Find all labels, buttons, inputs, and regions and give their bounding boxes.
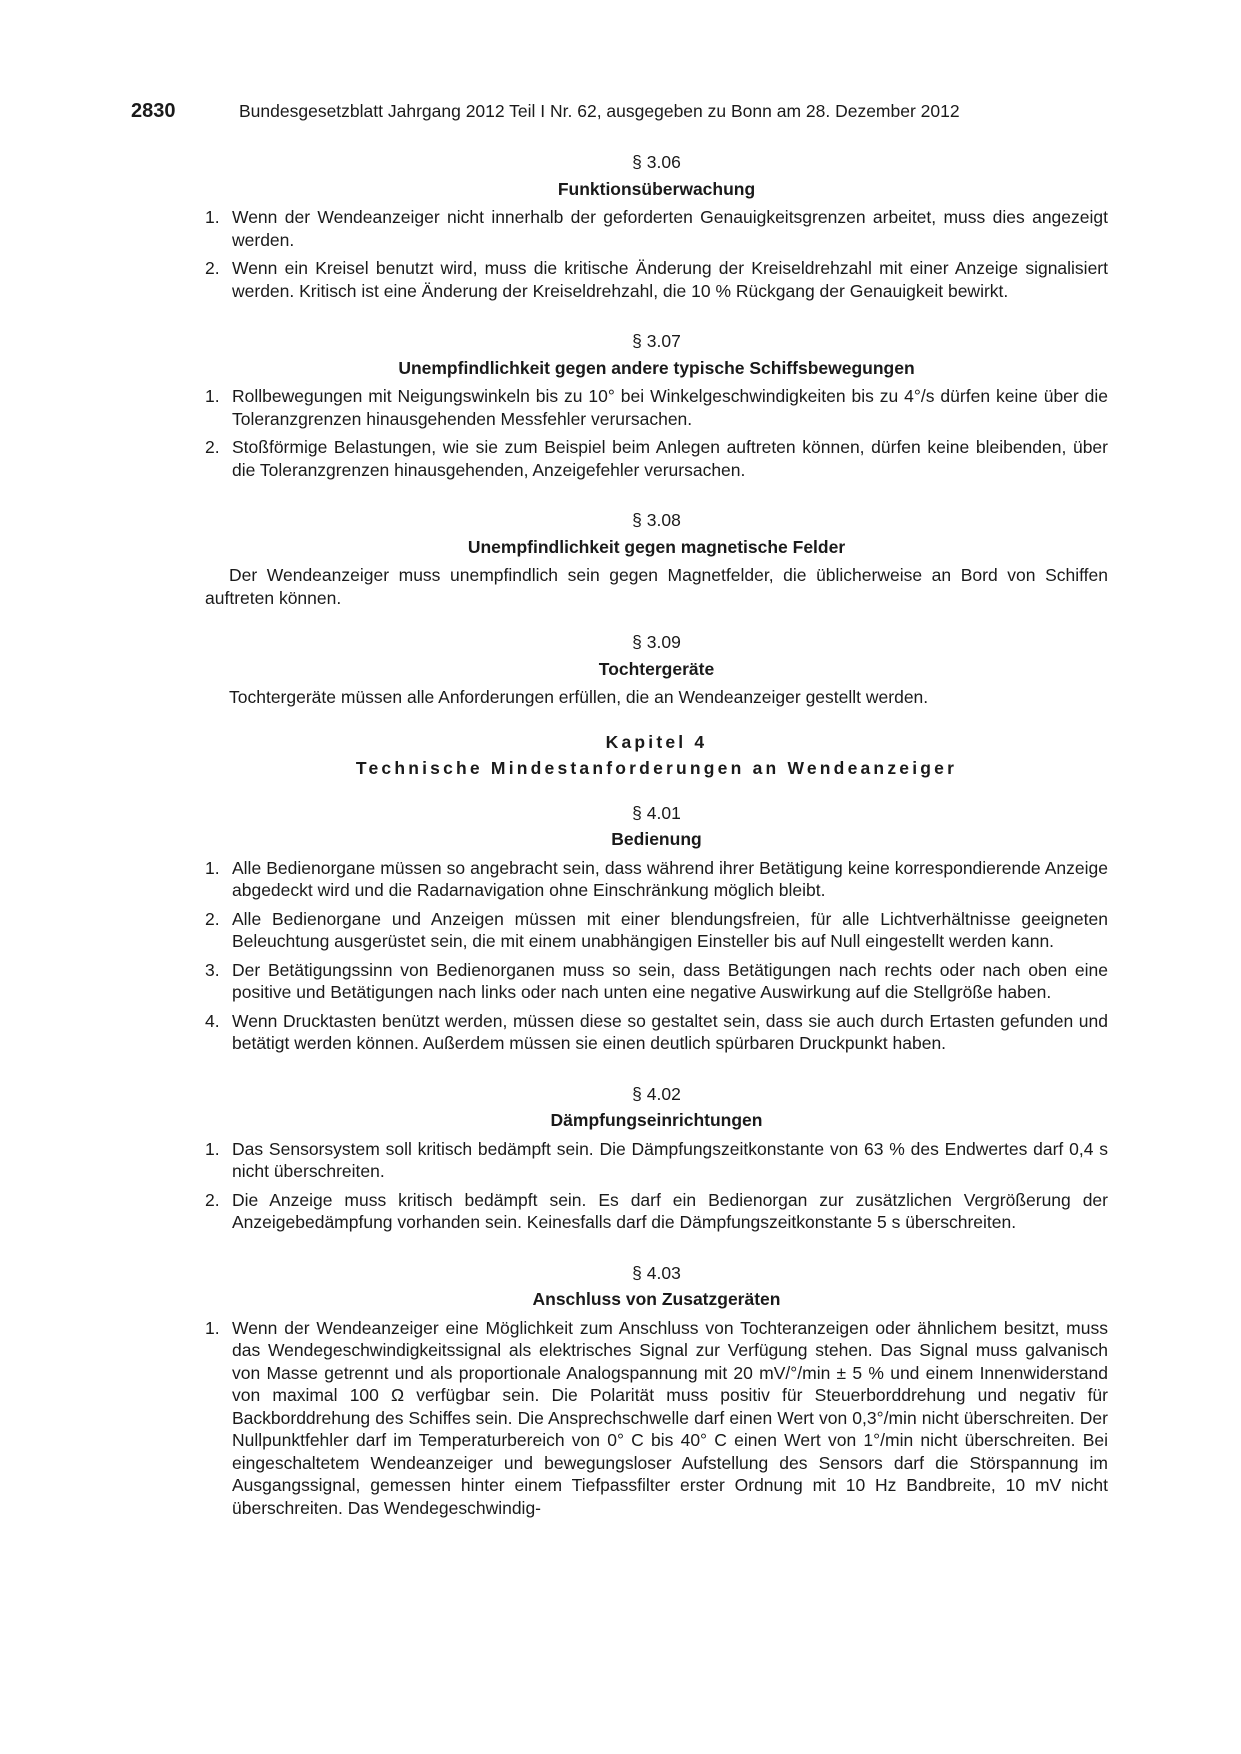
list-item [205, 908, 1108, 953]
chapter-title: Technische Mindestanforderungen an Wendeanzeiger [355, 758, 958, 778]
chapter-label: Kapitel 4 [605, 731, 708, 752]
section-title: Unempfindlichkeit gegen magnetische Felder [467, 536, 846, 557]
item-number: 1. [205, 1138, 220, 1159]
item-number: 1. [205, 207, 220, 227]
section-title: Dämpfungseinrichtungen [550, 1110, 763, 1130]
section-number: § 3.07 [632, 331, 681, 351]
item-text: Der Betätigungssinn von Bedienorganen muss so sein, dass Betätigungen nach rechts oder nach oben eine positive und Betätigungen nach links oder nach unten eine negative Auswirkung auf die Stellgröße haben. [232, 959, 1108, 1002]
item-number: 1. [205, 857, 220, 878]
numbered-list [205, 1138, 1108, 1234]
numbered-list [205, 1317, 1108, 1520]
numbered-list [205, 385, 1108, 481]
item-number: 2. [205, 908, 220, 929]
section-text: Tochtergeräte müssen alle Anforderungen erfüllen, die an Wendeanzeiger gestellt werden. [229, 687, 929, 707]
section-4-03 [205, 1262, 1108, 1520]
section-title: Unempfindlichkeit gegen andere typische Schiffsbewegungen [398, 357, 915, 378]
section-4-01 [205, 802, 1108, 1055]
list-item [205, 1138, 1108, 1183]
section-3-09 [205, 631, 1108, 709]
item-text: Alle Bedienorgane müssen so angebracht sein, dass während ihrer Betätigung keine korrespondierende Anzeige abgedeckt wird und die Radarnavigation ohne Einschränkung möglich bleibt. [232, 857, 1108, 900]
item-number: 1. [205, 1317, 220, 1338]
section-title: Funktionsüberwachung [557, 178, 756, 199]
item-text: Rollbewegungen mit Neigungswinkeln bis zu 10° bei Winkelgeschwindigkeiten bis zu 4°/s dürfen keine über die Toleranzgrenzen hinausgehenden Messfehler verursachen. [232, 386, 1108, 429]
numbered-list [205, 206, 1108, 302]
item-text: Wenn der Wendeanzeiger nicht innerhalb der geforderten Genauigkeitsgrenzen arbeitet, muss dies angezeigt werden. [232, 207, 1108, 250]
section-number: § 4.03 [632, 1262, 681, 1283]
section-4-02 [205, 1083, 1108, 1234]
item-number: 3. [205, 959, 220, 980]
list-item [205, 1189, 1108, 1234]
page-header [131, 100, 1111, 128]
section-number: § 4.02 [632, 1083, 681, 1104]
section-3-08 [205, 509, 1108, 609]
section-title: Bedienung [611, 829, 702, 849]
running-title: Bundesgesetzblatt Jahrgang 2012 Teil I Nr. 62, ausgegeben zu Bonn am 28. Dezember 2012 [239, 101, 960, 121]
section-title: Tochtergeräte [598, 658, 715, 679]
document-body [205, 151, 1108, 1525]
item-number: 1. [205, 386, 220, 406]
section-number: § 3.06 [632, 152, 681, 172]
list-item [205, 206, 1108, 251]
item-text: Wenn der Wendeanzeiger eine Möglichkeit zum Anschluss von Tochteranzeigen oder ähnlichem besitzt, muss das Wendegeschwindigkeitssignal als elektrisches Signal zur Verfügung stehen. Das Signal muss galvanisch von Masse getrennt und als proportionale Analogspannung mit 20 mV/°/min ± 5 % und einem Innenwiderstand von maximal 100 Ω verfügbar sein. Die Polarität muss positiv für Steuerborddrehung und negativ für Backborddrehung des Schiffes sein. Die Ansprechschwelle darf einen Wert von 0,3°/min nicht überschreiten. Der Nullpunktfehler darf im Temperaturbereich von 0° C bis 40° C einen Wert von 1°/min nicht überschreiten. Bei eingeschaltetem Wendeanzeiger und bewegungsloser Aufstellung des Sensors darf die Störspannung im Ausgangssignal, gemessen hinter einem Tiefpassfilter erster Ordnung mit 10 Hz Bandbreite, 10 mV nicht überschreiten. Das Wendegeschwindig- [232, 1317, 1108, 1518]
chapter-4 [205, 731, 1108, 780]
page-number: 2830 [131, 100, 176, 122]
section-3-06 [205, 151, 1108, 302]
list-item [205, 257, 1108, 302]
section-number: § 3.08 [632, 510, 681, 530]
list-item [205, 857, 1108, 902]
item-text: Alle Bedienorgane und Anzeigen müssen mit einer blendungsfreien, für alle Lichtverhältnisse geeigneten Beleuchtung ausgerüstet sein, die mit einem unabhängigen Einsteller bis auf Null eingestellt werden kann. [232, 908, 1108, 951]
item-number: 2. [205, 258, 220, 278]
list-item [205, 1010, 1108, 1055]
item-text: Wenn Drucktasten benützt werden, müssen diese so gestaltet sein, dass sie auch durch Ertasten gefunden und betätigt werden können. Außerdem müssen sie einen deutlich spürbaren Druckpunkt haben. [232, 1010, 1108, 1053]
item-number: 2. [205, 437, 220, 457]
item-number: 4. [205, 1010, 220, 1031]
section-3-07 [205, 330, 1108, 481]
section-number: § 3.09 [632, 632, 681, 652]
list-item [205, 1317, 1108, 1520]
section-text: Der Wendeanzeiger muss unempfindlich sein gegen Magnetfelder, die üblicherweise an Bord von Schiffen auftreten können. [205, 565, 1108, 608]
list-item [205, 385, 1108, 430]
section-number: § 4.01 [632, 802, 681, 823]
item-text: Wenn ein Kreisel benutzt wird, muss die kritische Änderung der Kreiseldrehzahl mit einer Anzeige signalisiert werden. Kritisch ist eine Änderung der Kreiseldrehzahl, die 10 % Rückgang der Genauigkeit bewirkt. [232, 258, 1108, 301]
item-text: Das Sensorsystem soll kritisch bedämpft sein. Die Dämpfungszeitkonstante von 63 % des Endwertes darf 0,4 s nicht überschreiten. [232, 1138, 1108, 1181]
list-item [205, 959, 1108, 1004]
item-number: 2. [205, 1189, 220, 1210]
section-title: Anschluss von Zusatzgeräten [532, 1289, 781, 1309]
item-text: Die Anzeige muss kritisch bedämpft sein. Es darf ein Bedienorgan zur zusätzlichen Vergrößerung der Anzeigebedämpfung vorhanden sein. Keinesfalls darf die Dämpfungszeitkonstante 5 s überschreiten. [232, 1189, 1108, 1232]
numbered-list [205, 857, 1108, 1055]
list-item [205, 436, 1108, 481]
item-text: Stoßförmige Belastungen, wie sie zum Beispiel beim Anlegen auftreten können, dürfen keine bleibenden, über die Toleranzgrenzen hinausgehenden, Anzeigefehler verursachen. [232, 437, 1108, 480]
